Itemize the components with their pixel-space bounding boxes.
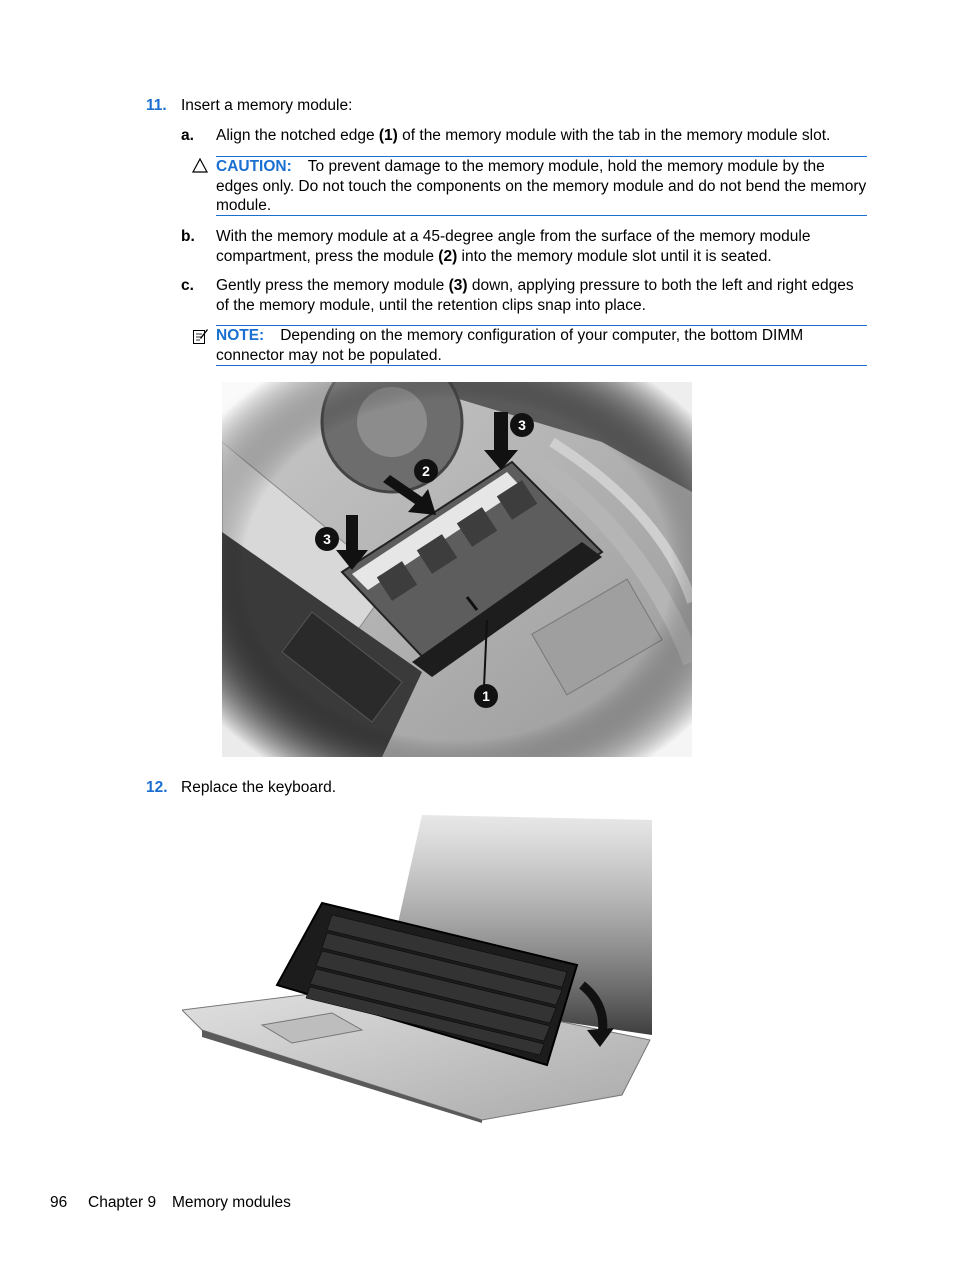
caution-label: CAUTION: bbox=[216, 158, 292, 175]
note-pencil-icon bbox=[192, 328, 209, 351]
note-box bbox=[216, 326, 867, 365]
callout-ref-2: (2) bbox=[438, 247, 458, 265]
step-11-number: 11. bbox=[146, 97, 167, 114]
caution-triangle-icon bbox=[192, 158, 208, 179]
step-12-number: 12. bbox=[146, 779, 168, 796]
footer-chapter: Chapter 9 bbox=[88, 1194, 157, 1211]
substep-a-text: Align the notched edge (1) of the memory module with the tab in the memory module slot. bbox=[216, 127, 831, 144]
note-bottom-rule bbox=[216, 365, 867, 366]
caution-text: To prevent damage to the memory module, hold the memory module by the edges only. Do not touch the components on the memory module and do not bend the memory module. bbox=[216, 158, 867, 214]
substep-b-letter: b. bbox=[181, 228, 195, 245]
note-label: NOTE: bbox=[216, 327, 265, 344]
substep-c-text: Gently press the memory module (3) down, applying pressure to both the left and right edges of the memory module, until the retention clips snap into place. bbox=[216, 277, 854, 314]
step-12-text: Replace the keyboard. bbox=[181, 779, 337, 796]
caution-box bbox=[216, 157, 867, 216]
keyboard-replacement-figure bbox=[182, 815, 652, 1123]
callout-ref-3: (3) bbox=[448, 277, 468, 294]
substep-a-letter: a. bbox=[181, 127, 194, 144]
page-number: 96 bbox=[50, 1194, 68, 1211]
memory-module-figure bbox=[222, 382, 692, 757]
substep-c-letter: c. bbox=[181, 277, 194, 294]
callout-ref-1: (1) bbox=[378, 127, 398, 144]
substep-b-text: With the memory module at a 45-degree angle from the surface of the memory module compartment, press the module (2) into the memory module slot until it is seated. bbox=[216, 228, 811, 265]
caution-bottom-rule bbox=[216, 215, 867, 216]
footer-section: Memory modules bbox=[172, 1194, 291, 1211]
note-text: Depending on the memory configuration of your computer, the bottom DIMM connector may not be populated. bbox=[216, 327, 804, 364]
step-11-text: Insert a memory module: bbox=[181, 97, 353, 114]
